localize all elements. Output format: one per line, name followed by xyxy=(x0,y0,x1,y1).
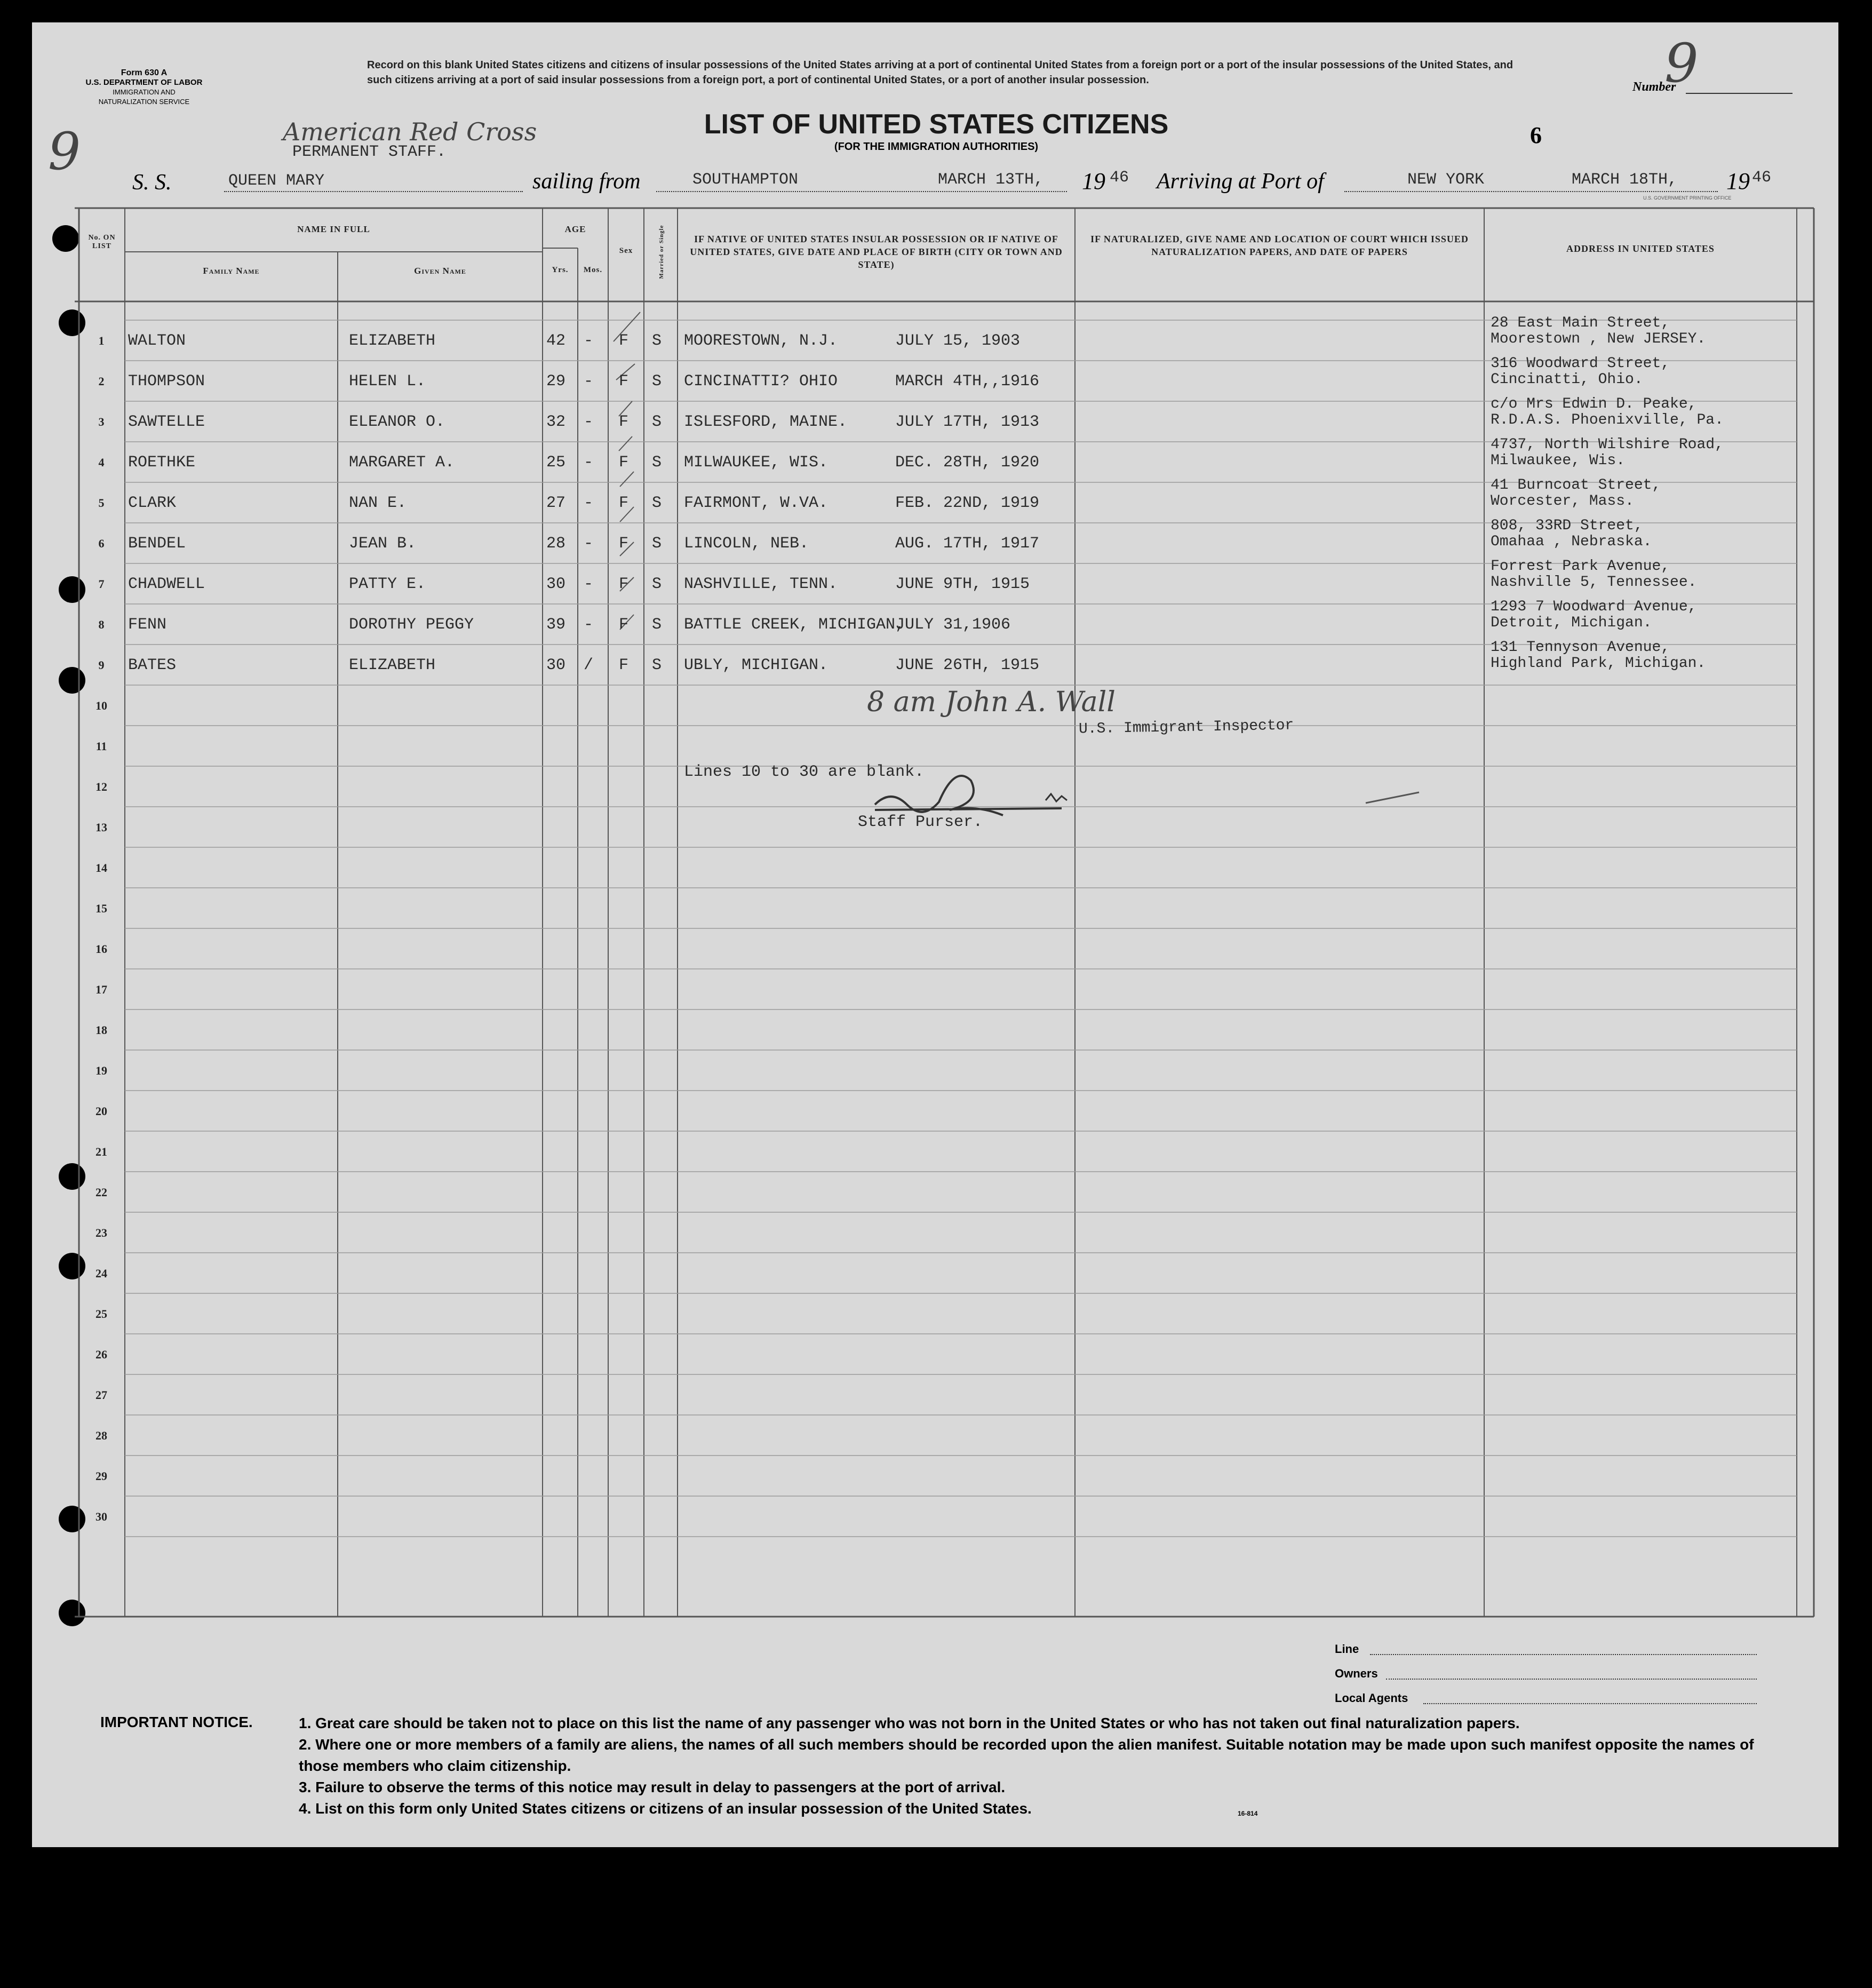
marital-status-cell: S xyxy=(652,454,662,472)
address-line: 41 Burncoat Street, xyxy=(1491,477,1661,494)
service-line-2: NATURALIZATION SERVICE xyxy=(98,98,190,106)
row-number: 15 xyxy=(95,902,107,915)
address-line: Detroit, Michigan. xyxy=(1491,615,1652,631)
given-name-cell: JEAN B. xyxy=(349,535,417,553)
given-name-cell: HELEN L. xyxy=(349,372,426,391)
sex-cell: F xyxy=(619,535,629,553)
age-years-cell: 30 xyxy=(546,656,566,674)
arriving-label: Arriving at Port of xyxy=(1157,169,1324,194)
sailing-year-prefix: 19 xyxy=(1082,168,1105,194)
age-months-cell: - xyxy=(584,494,594,512)
row-number: 5 xyxy=(98,496,105,510)
sex-cell: F xyxy=(619,413,629,431)
age-years-cell: 39 xyxy=(546,616,566,634)
given-name-cell: MARGARET A. xyxy=(349,454,455,472)
address-line: 28 East Main Street, xyxy=(1491,315,1670,331)
form-number: Form 630 A xyxy=(121,68,168,77)
family-name-cell: BENDEL xyxy=(128,535,186,553)
address-line: Milwaukee, Wis. xyxy=(1491,452,1626,469)
sex-cell: F xyxy=(619,332,629,350)
row-number: 12 xyxy=(95,780,107,793)
notice-4: 4. List on this form only United States citizens or citizens of an insular possession of the United States. xyxy=(299,1800,1032,1817)
sex-cell: F xyxy=(619,494,629,512)
birthdate-cell: JUNE 26TH, 1915 xyxy=(895,656,1040,674)
address-line: c/o Mrs Edwin D. Peake, xyxy=(1491,396,1697,412)
footer-owners-rule xyxy=(1386,1679,1757,1680)
row-number: 30 xyxy=(95,1510,107,1523)
family-name-cell: WALTON xyxy=(128,332,186,350)
address-line: Moorestown , New JERSEY. xyxy=(1491,331,1706,347)
handwritten-org: American Red Cross xyxy=(283,117,537,146)
age-years-cell: 27 xyxy=(546,494,566,512)
number-label: Number xyxy=(1632,80,1676,94)
row-number: 9 xyxy=(98,658,105,672)
birthdate-cell: JUNE 9TH, 1915 xyxy=(895,575,1030,593)
birthdate-cell: JULY 17TH, 1913 xyxy=(895,413,1040,431)
family-name-cell: FENN xyxy=(128,616,167,634)
form-instruction: Record on this blank United States citizens and citizens of insular possessions of the United States arriving at a port of continental United States from a foreign port or a port of the insular possessions of the United States, and such citizens arriving at a port of said insular possessions from a foreign port, a port of continental United States, or a port of another insular possession. xyxy=(367,59,1513,86)
page-number: 6 xyxy=(1530,122,1542,148)
family-name-cell: ROETHKE xyxy=(128,454,196,472)
header-mos: Mos. xyxy=(583,266,603,274)
row-number: 14 xyxy=(95,861,107,874)
row-number: 4 xyxy=(98,456,105,469)
marital-status-cell: S xyxy=(652,575,662,593)
given-name-cell: ELIZABETH xyxy=(349,332,436,350)
header-sex: Sex xyxy=(619,246,633,255)
row-number: 11 xyxy=(95,739,107,753)
birthdate-cell: JULY 15, 1903 xyxy=(895,332,1021,350)
address-line: Forrest Park Avenue, xyxy=(1491,558,1670,575)
marital-status-cell: S xyxy=(652,413,662,431)
birthplace-cell: LINCOLN, NEB. xyxy=(684,535,809,553)
arrival-port: NEW YORK xyxy=(1407,171,1485,189)
address-line: 131 Tennyson Avenue, xyxy=(1491,639,1670,656)
age-months-cell: - xyxy=(584,413,594,431)
birthplace-cell: FAIRMONT, W.VA. xyxy=(684,494,829,512)
given-name-cell: ELEANOR O. xyxy=(349,413,445,431)
notice-2: 2. Where one or more members of a family are aliens, the names of all such members should be recorded upon the alien manifest. Suitable notation may be made upon such manifest opposite the names of those members who claim citizenship. xyxy=(299,1736,1754,1774)
inspector-title: U.S. Immigrant Inspector xyxy=(1078,717,1294,738)
header-name-in-full: NAME IN FULL xyxy=(297,224,370,234)
birthplace-cell: UBLY, MICHIGAN. xyxy=(684,656,829,674)
marital-status-cell: S xyxy=(652,535,662,553)
row-number: 10 xyxy=(95,699,107,712)
address-line: Highland Park, Michigan. xyxy=(1491,655,1706,672)
margin-mark: 9 xyxy=(48,122,81,181)
address-line: 1293 7 Woodward Avenue, xyxy=(1491,599,1697,615)
inspector-signature: 8 am John A. Wall xyxy=(867,686,1116,718)
age-months-cell: - xyxy=(584,535,594,553)
service-line-1: IMMIGRATION AND xyxy=(113,88,176,96)
row-number: 28 xyxy=(95,1429,107,1442)
given-name-cell: ELIZABETH xyxy=(349,656,436,674)
department: U.S. DEPARTMENT OF LABOR xyxy=(85,78,203,87)
form-title: LIST OF UNITED STATES CITIZENS xyxy=(704,109,1169,140)
family-name-cell: THOMPSON xyxy=(128,372,205,391)
number-value: 9 xyxy=(1664,32,1699,94)
purser-title: Staff Purser. xyxy=(858,813,983,831)
sex-cell: F xyxy=(619,372,629,391)
birthplace-cell: MOORESTOWN, N.J. xyxy=(684,332,838,350)
birthdate-cell: JULY 31,1906 xyxy=(895,616,1011,634)
row-number: 13 xyxy=(95,821,107,834)
footer-agents-rule xyxy=(1423,1703,1757,1704)
header-age: AGE xyxy=(564,224,586,234)
sailing-port: SOUTHAMPTON xyxy=(692,171,799,189)
age-months-cell: - xyxy=(584,372,594,391)
header-address: ADDRESS IN UNITED STATES xyxy=(1566,243,1715,254)
given-name-cell: DOROTHY PEGGY xyxy=(349,616,474,634)
family-name-cell: SAWTELLE xyxy=(128,413,205,431)
header-family-name: Family Name xyxy=(203,266,260,276)
age-years-cell: 29 xyxy=(546,372,566,391)
address-line: 4737, North Wilshire Road, xyxy=(1491,436,1724,453)
marital-status-cell: S xyxy=(652,332,662,350)
age-months-cell: / xyxy=(584,656,594,674)
age-years-cell: 28 xyxy=(546,535,566,553)
row-number: 23 xyxy=(95,1226,107,1239)
birthdate-cell: AUG. 17TH, 1917 xyxy=(895,535,1040,553)
age-months-cell: - xyxy=(584,575,594,593)
age-years-cell: 42 xyxy=(546,332,566,350)
ss-label: S. S. xyxy=(132,170,172,195)
row-number: 6 xyxy=(98,537,105,550)
header-no-on-list: No. ON LIST xyxy=(88,234,116,250)
family-name-cell: CHADWELL xyxy=(128,575,205,593)
birthdate-cell: MARCH 4TH,,1916 xyxy=(895,372,1040,391)
age-months-cell: - xyxy=(584,616,594,634)
row-number: 18 xyxy=(95,1023,107,1037)
footer-agents-label: Local Agents xyxy=(1335,1691,1408,1705)
marital-status-cell: S xyxy=(652,372,662,391)
row-number: 27 xyxy=(95,1388,107,1402)
notice-3: 3. Failure to observe the terms of this notice may result in delay to passengers at the port of arrival. xyxy=(299,1779,1006,1795)
age-years-cell: 32 xyxy=(546,413,566,431)
row-number: 16 xyxy=(95,942,107,956)
sailing-date: MARCH 13TH, xyxy=(938,171,1044,189)
address-line: Nashville 5, Tennessee. xyxy=(1491,574,1697,591)
row-number: 19 xyxy=(95,1064,107,1077)
header-married-single: Married or Single xyxy=(658,225,665,279)
arrival-year: 46 xyxy=(1752,169,1772,187)
form-code: 16-814 xyxy=(1238,1810,1258,1817)
birthplace-cell: CINCINATTI? OHIO xyxy=(684,372,838,391)
marital-status-cell: S xyxy=(652,656,662,674)
row-number: 3 xyxy=(98,415,105,428)
marital-status-cell: S xyxy=(652,616,662,634)
sailing-label: sailing from xyxy=(532,169,641,194)
row-number: 8 xyxy=(98,618,105,631)
given-name-cell: NAN E. xyxy=(349,494,407,512)
row-number: 20 xyxy=(95,1104,107,1118)
ship-name: QUEEN MARY xyxy=(228,172,325,190)
birthplace-cell: ISLESFORD, MAINE. xyxy=(684,413,848,431)
header-given-name: Given Name xyxy=(414,266,466,276)
footer-owners-label: Owners xyxy=(1335,1667,1378,1680)
birthplace-cell: MILWAUKEE, WIS. xyxy=(684,454,829,472)
address-line: R.D.A.S. Phoenixville, Pa. xyxy=(1491,412,1724,428)
age-months-cell: - xyxy=(584,332,594,350)
footer-line-rule xyxy=(1370,1654,1757,1655)
given-name-cell: PATTY E. xyxy=(349,575,426,593)
row-number: 7 xyxy=(98,577,105,591)
header-naturalized: IF NATURALIZED, GIVE NAME AND LOCATION OF COURT WHICH ISSUED NATURALIZATION PAPERS, AND DATE OF PAPERS xyxy=(1090,234,1469,257)
sex-cell: F xyxy=(619,656,629,674)
address-line: 808, 33RD Street, xyxy=(1491,518,1643,534)
birthdate-cell: FEB. 22ND, 1919 xyxy=(895,494,1040,512)
arrival-year-prefix: 19 xyxy=(1726,168,1750,194)
row-number: 22 xyxy=(95,1186,107,1199)
birthdate-cell: DEC. 28TH, 1920 xyxy=(895,454,1040,472)
sex-cell: F xyxy=(619,575,629,593)
row-number: 1 xyxy=(98,334,105,347)
address-line: 316 Woodward Street, xyxy=(1491,355,1670,372)
sailing-year: 46 xyxy=(1110,169,1129,187)
permanent-staff: PERMANENT STAFF. xyxy=(292,143,447,161)
row-number: 26 xyxy=(95,1348,107,1361)
row-number: 24 xyxy=(95,1267,107,1280)
row-number: 25 xyxy=(95,1307,107,1321)
notice-heading: IMPORTANT NOTICE. xyxy=(100,1714,253,1730)
notice-1: 1. Great care should be taken not to place on this list the name of any passenger who was not born in the United States or who has not taken out final naturalization papers. xyxy=(299,1715,1520,1731)
arrival-date: MARCH 18TH, xyxy=(1572,171,1678,189)
family-name-cell: BATES xyxy=(128,656,177,674)
marital-status-cell: S xyxy=(652,494,662,512)
footer-line-label: Line xyxy=(1335,1642,1359,1656)
blank-lines-note: Lines 10 to 30 are blank. xyxy=(684,763,925,781)
row-number: 2 xyxy=(98,375,105,388)
form-subtitle: (FOR THE IMMIGRATION AUTHORITIES) xyxy=(834,141,1039,153)
header-birth: IF NATIVE OF UNITED STATES INSULAR POSSESSION OR IF NATIVE OF UNITED STATES, GIVE DATE AND PLACE OF BIRTH (CITY OR TOWN AND STATE) xyxy=(690,234,1063,270)
row-number: 21 xyxy=(95,1145,107,1158)
age-years-cell: 30 xyxy=(546,575,566,593)
age-months-cell: - xyxy=(584,454,594,472)
address-line: Cincinatti, Ohio. xyxy=(1491,371,1643,388)
age-years-cell: 25 xyxy=(546,454,566,472)
sex-cell: F xyxy=(619,454,629,472)
sex-cell: F xyxy=(619,616,629,634)
row-number: 17 xyxy=(95,983,107,996)
birthplace-cell: NASHVILLE, TENN. xyxy=(684,575,838,593)
printer-line: U.S. GOVERNMENT PRINTING OFFICE xyxy=(1643,195,1732,201)
family-name-cell: CLARK xyxy=(128,494,177,512)
address-line: Worcester, Mass. xyxy=(1491,493,1634,510)
birthplace-cell: BATTLE CREEK, MICHIGAN, xyxy=(684,616,905,634)
row-number: 29 xyxy=(95,1469,107,1483)
header-yrs: Yrs. xyxy=(552,266,569,274)
address-line: Omahaa , Nebraska. xyxy=(1491,534,1652,550)
